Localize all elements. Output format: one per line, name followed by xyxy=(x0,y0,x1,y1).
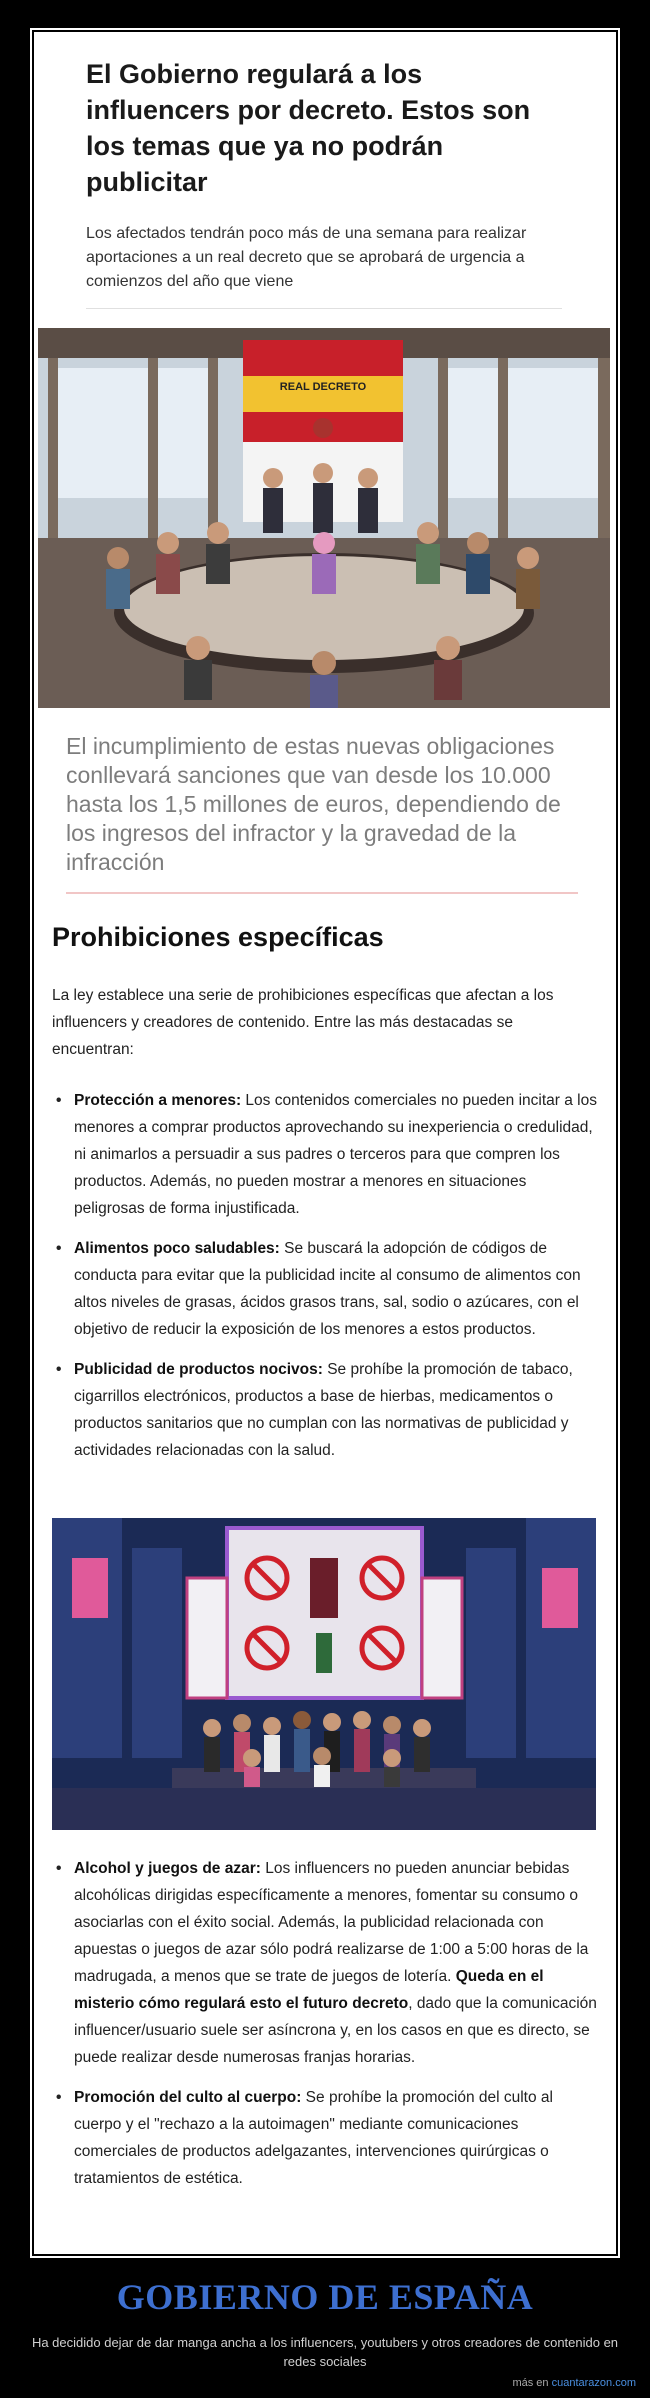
article-title: El Gobierno regulará a los influencers por decreto. Estos son los temas que ya no podrán publicitar xyxy=(86,59,531,197)
list-item: • Alcohol y juegos de azar: Los influencers no pueden anunciar bebidas alcohólicas dirigidas específicamente a menores, fomentar su consumo o asociarlas con el éxito social. Además, la publicidad relacionada con apuestas o juegos de azar sólo podrá realizarse de 1:00 a 5:00 horas de la madrugada, a menos que se trate de juegos de lotería. Queda en el misterio cómo regulará esto el futuro decreto, dado que la comunicación influencer/usuario suele ser asíncrona y, en los casos en que es directo, se puede realizar desde numerosas franjas horarias. xyxy=(56,1860,597,2066)
item-emphasis: Queda en el misterio cómo regulará esto el futuro decreto xyxy=(74,1968,544,2012)
section-title: Prohibiciones específicas xyxy=(52,922,384,952)
list-item: • Protección a menores: Los contenidos comerciales no pueden incitar a los menores a comprar productos aprovechando su inexperiencia o credulidad, ni animarlos a persuadir a sus padres o terceros para que compren los productos. Además, no pueden mostrar a menores en situaciones peligrosas de forma injustificada. xyxy=(56,1092,597,1217)
credit-link[interactable]: cuantarazon.com xyxy=(551,2377,636,2389)
site-credit xyxy=(512,2377,636,2389)
prohibitions-list-2 xyxy=(52,1855,600,2205)
item-label: Publicidad de productos nocivos: xyxy=(74,1361,323,1378)
billboard-illustration xyxy=(52,1518,596,1830)
list-item: • Promoción del culto al cuerpo: Se prohíbe la promoción del culto al cuerpo y el "rechazo a la autoimagen" mediante comunicaciones comerciales de productos adelgazantes, intervenciones quirúrgicas o tratamientos de estética. xyxy=(56,2089,553,2187)
list-item: • Publicidad de productos nocivos: Se prohíbe la promoción de tabaco, cigarrillos electrónicos, productos a base de hierbas, medicamentos o productos sanitarios que no cumplan con las normativas de publicidad y actividades relacionadas con la salud. xyxy=(56,1361,573,1459)
footer-title: GOBIERNO DE ESPAÑA xyxy=(116,2277,534,2317)
billboard-scene xyxy=(52,1518,596,1830)
item-label: Promoción del culto al cuerpo: xyxy=(74,2089,302,2106)
meeting-scene xyxy=(38,328,610,708)
item-label: Protección a menores: xyxy=(74,1092,242,1109)
footer-subtitle: Ha decidido dejar de dar manga ancha a los influencers, youtubers y otros creadores de contenido en redes sociales xyxy=(31,2335,619,2369)
item-text: Los contenidos comerciales no pueden incitar a los menores a comprar productos aprovechando su inexperiencia o credulidad, ni animarlos a persuadir a sus padres o terceros para que compren los productos. Además, no pueden mostrar a menores en situaciones peligrosas de forma injustificada. xyxy=(74,1092,597,1217)
divider xyxy=(86,308,562,309)
item-label: Alimentos poco saludables: xyxy=(74,1240,280,1257)
article-subtitle: Los afectados tendrán poco más de una semana para realizar aportaciones a un real decreto que se aprobará de urgencia a comienzos del año que viene xyxy=(86,225,527,290)
pull-quote-divider xyxy=(66,892,578,894)
credit-prefix: más en xyxy=(512,2377,552,2389)
meeting-illustration xyxy=(38,328,610,708)
section-intro: La ley establece una serie de prohibiciones específicas que afectan a los influencers y creadores de contenido. Entre las más destacadas se encuentran: xyxy=(52,987,554,1058)
item-label: Alcohol y juegos de azar: xyxy=(74,1860,261,1877)
item-text: Se prohíbe la promoción de tabaco, cigarrillos electrónicos, productos a base de hierbas, medicamentos o productos sanitarios que no cumplan con las normativas de publicidad y actividades relacionadas con la salud. xyxy=(74,1361,573,1459)
item-text: , dado que la comunicación influencer/usuario suele ser asíncrona y, en los casos en que es directo, se puede realizar desde numerosas franjas horarias. xyxy=(74,1995,597,2066)
pull-quote: El incumplimiento de estas nuevas obligaciones conllevará sanciones que van desde los 10.000 hasta los 1,5 millones de euros, dependiendo de los ingresos del infractor y la gravedad de la infracción xyxy=(66,733,561,875)
prohibitions-list-1 xyxy=(52,1087,600,1477)
item-text: Los influencers no pueden anunciar bebidas alcohólicas dirigidas específicamente a menores, fomentar su consumo o asociarlas con el éxito social. Además, la publicidad relacionada con apuestas o juegos de azar sólo podrá realizarse de 1:00 a 5:00 horas de la madrugada, a menos que se trate de juegos de lotería. xyxy=(74,1860,589,1985)
list-item: • Alimentos poco saludables: Se buscará la adopción de códigos de conducta para evitar que la publicidad incite al consumo de alimentos con altos niveles de grasas, ácidos grasos trans, sal, sodio o azúcares, con el objetivo de reducir la exposición de los menores a estos productos. xyxy=(56,1240,581,1338)
item-text: Se prohíbe la promoción del culto al cuerpo y el "rechazo a la autoimagen" mediante comunicaciones comerciales de productos adelgazantes, intervenciones quirúrgicas o tratamientos de estética. xyxy=(74,2089,553,2187)
article-card xyxy=(34,32,616,2254)
item-text: Se buscará la adopción de códigos de conducta para evitar que la publicidad incite al consumo de alimentos con altos niveles de grasas, ácidos grasos trans, sal, sodio o azúcares, con el objetivo de reducir la exposición de los menores a estos productos. xyxy=(74,1240,581,1338)
banner-text: REAL DECRETO xyxy=(279,381,367,393)
